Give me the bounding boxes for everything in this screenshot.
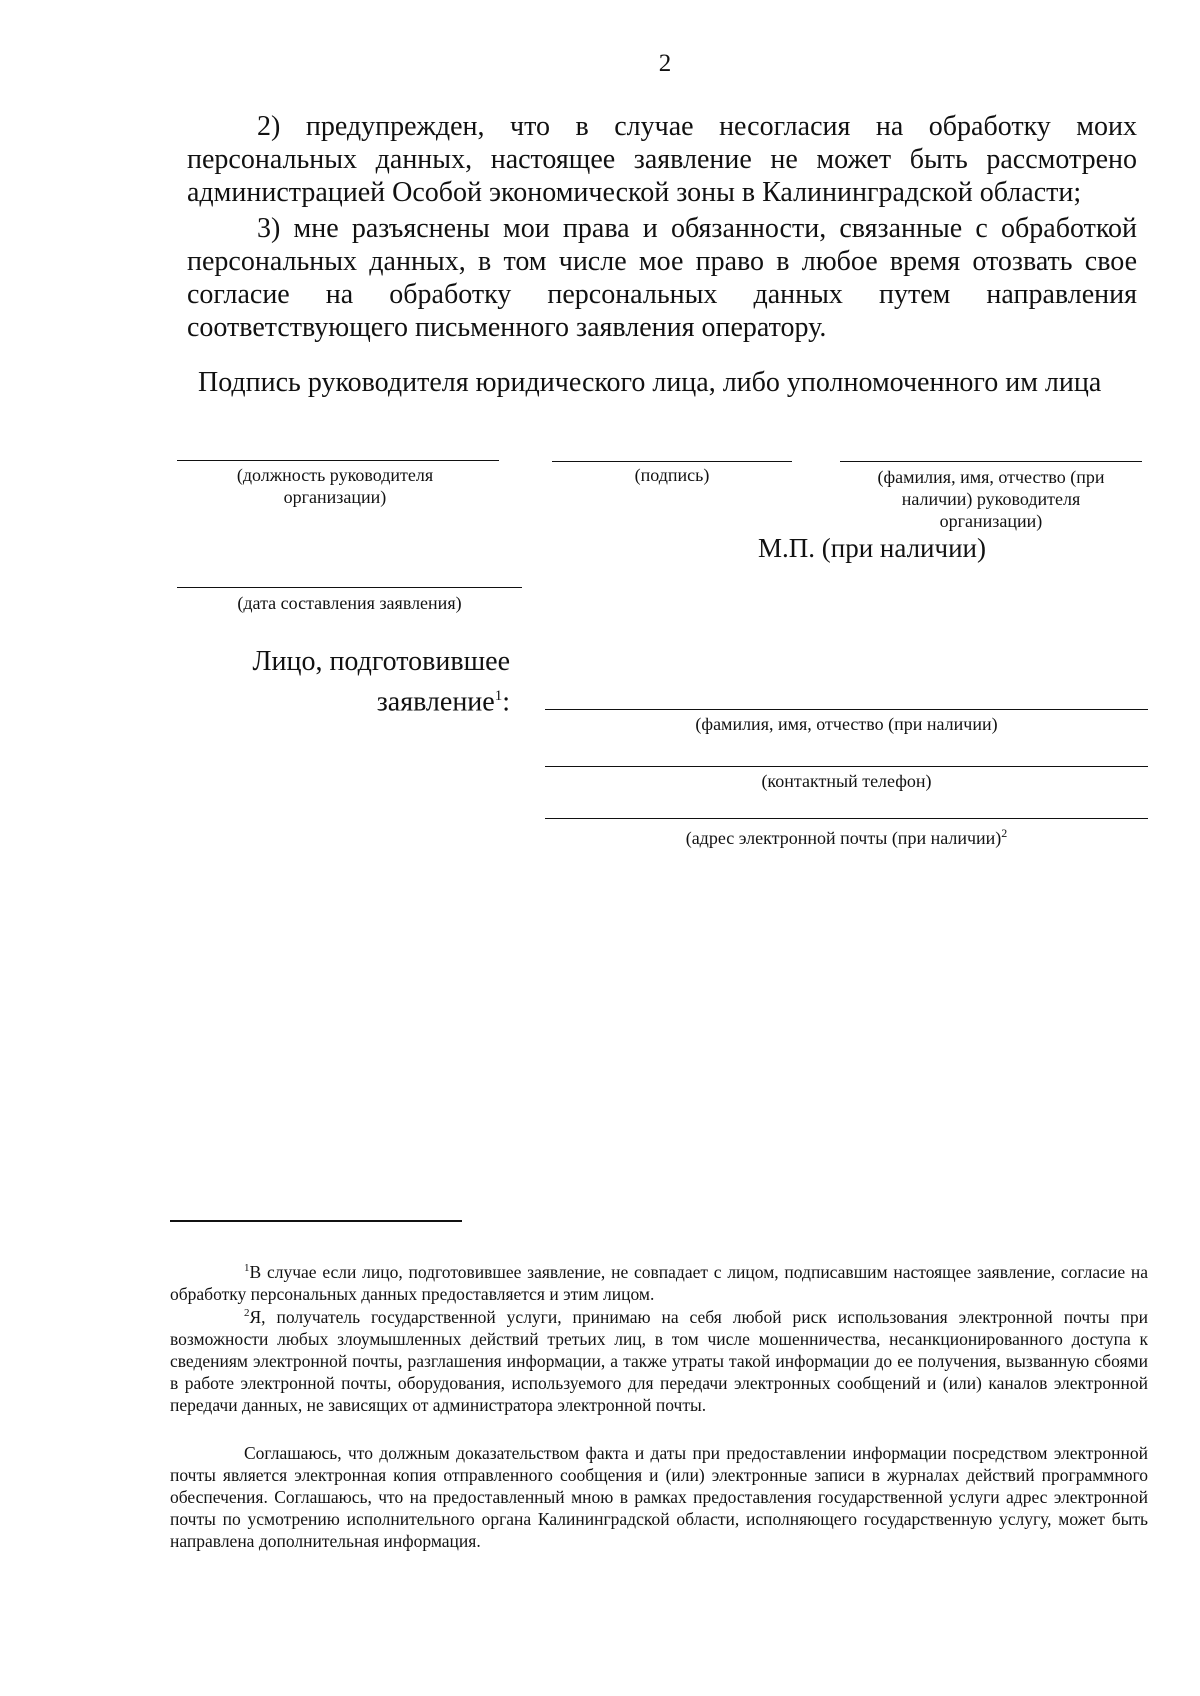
footnote-1 — [170, 1257, 1148, 1305]
paragraph-rights: 3) мне разъяснены мои права и обязанности, связанные с обработкой персональных данных, в том числе мое право в любое время отозвать свое согласие на обработку персональных данных путем направления соответствующего письменного заявления оператору. — [187, 213, 1137, 343]
preparer-email-caption — [545, 822, 1148, 849]
head-name-line — [840, 461, 1142, 462]
position-caption: (должность руководителя организации) — [236, 465, 434, 507]
signature-caption: (подпись) — [634, 465, 710, 485]
preparer-phone-line — [545, 766, 1148, 767]
footnote-1-text: В случае если лицо, подготовившее заявление, не совпадает с лицом, подписавшим настоящее заявление, согласие на обработку персональных данных предоставляется и этим лицом. — [170, 1261, 1148, 1304]
footnote-ref-2: 2 — [1001, 826, 1008, 840]
preparer-label-text: Лицо, подготовившее заявление — [252, 646, 510, 718]
preparer-name-caption: (фамилия, имя, отчество (при наличии) — [695, 714, 998, 734]
date-caption: (дата составления заявления) — [237, 593, 462, 613]
signature-heading: Подпись руководителя юридического лица, либо уполномоченного им лица — [198, 367, 1102, 398]
footnote-1-mark: 1 — [244, 1262, 250, 1274]
stamp-place: М.П. (при наличии) — [758, 533, 986, 563]
position-line — [177, 460, 499, 461]
preparer-label-colon: : — [502, 686, 510, 718]
footnote-ref-1: 1 — [494, 688, 503, 704]
preparer-phone-caption: (контактный телефон) — [761, 771, 932, 791]
footnote-separator — [170, 1220, 462, 1222]
footnote-2 — [170, 1302, 1148, 1416]
footnote-2-mark: 2 — [244, 1307, 250, 1319]
footnote-2-text: Я, получатель государственной услуги, принимаю на себя любой риск использования электронной почты при возможности любых злоумышленных действий третьих лиц, в том числе мошенничества, несанкционированного доступа к сведениям электронной почты, разглашения информации, а также утраты такой информации до ее получения, вызванную сбоями в работе электронной почты, оборудования, используемого для передачи электронных сообщений и (или) каналов электронной передачи данных, не зависящих от администратора электронной почты. — [170, 1306, 1148, 1415]
preparer-name-line — [545, 709, 1148, 710]
paragraph-warning: 2) предупрежден, что в случае несогласия на обработку моих персональных данных, настоящее заявление не может быть рассмотрено администрацией Особой экономической зоны в Калининградской области; — [187, 111, 1137, 208]
footnote-2-continuation: Соглашаюсь, что должным доказательством факта и даты при предоставлении информации посредством электронной почты является электронная копия отправленного сообщения и (или) электронные записи в журналах действий программного обеспечения. Соглашаюсь, что на предоставленный мною в рамках предоставления государственной услуги адрес электронной почты по усмотрению исполнительного органа Калининградской области, исполняющего государственную услугу, может быть направлена дополнительная информация. — [170, 1443, 1148, 1551]
page-number: 2 — [658, 50, 672, 77]
preparer-email-line — [545, 818, 1148, 819]
preparer-label — [190, 645, 510, 719]
signature-line — [552, 461, 792, 462]
head-name-caption: (фамилия, имя, отчество (при наличии) руководителя организации) — [877, 467, 1105, 531]
preparer-email-caption-text: (адрес электронной почты (при наличии) — [685, 828, 1002, 848]
date-line — [177, 587, 522, 588]
